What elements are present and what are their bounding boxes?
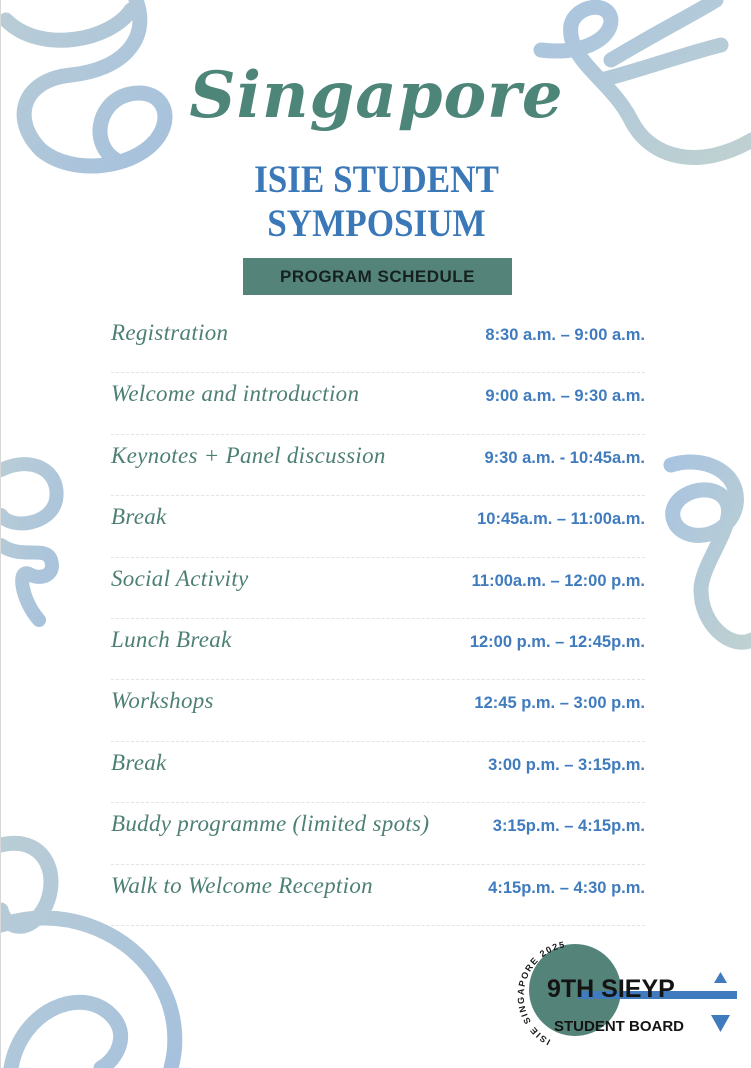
event-title-line-2: SYMPOSIUM (267, 202, 486, 245)
schedule-row (111, 373, 645, 434)
time-range: 12:45 p.m. – 3:00 p.m. (474, 694, 645, 713)
schedule-row (111, 680, 645, 741)
activity-name: Break (111, 749, 167, 775)
activity-name: Social Activity (111, 565, 249, 591)
schedule-row (111, 558, 645, 619)
student-board-logo (499, 928, 744, 1053)
activity-name: Break (111, 504, 167, 530)
section-banner: PROGRAM SCHEDULE (243, 258, 512, 295)
schedule-row (111, 496, 645, 557)
city-title: Singapore (189, 58, 564, 133)
schedule-row (111, 865, 645, 926)
logo-sub-text: STUDENT BOARD (554, 1018, 684, 1035)
activity-name: Workshops (111, 688, 214, 714)
time-range: 10:45a.m. – 11:00a.m. (477, 510, 645, 529)
time-range: 8:30 a.m. – 9:00 a.m. (485, 326, 645, 344)
swirl-mid-right (671, 462, 751, 642)
logo-down-triangle (711, 1015, 730, 1032)
time-range: 3:00 p.m. – 3:15p.m. (488, 755, 645, 774)
activity-name: Registration (111, 320, 229, 345)
time-range: 3:15p.m. – 4:15p.m. (492, 817, 645, 836)
schedule-row (111, 619, 645, 680)
schedule-row (111, 803, 645, 864)
activity-name: Keynotes + Panel discussion (111, 442, 386, 468)
time-range: 12:00 p.m. – 12:45p.m. (469, 632, 645, 651)
schedule-list (111, 312, 645, 926)
event-title-line-1: ISIE STUDENT (254, 158, 499, 201)
schedule-row (111, 312, 645, 373)
time-range: 9:30 a.m. - 10:45a.m. (484, 448, 645, 467)
event-title (39, 158, 715, 246)
logo-main-text: 9TH SIEYP (547, 975, 675, 1003)
time-range: 9:00 a.m. – 9:30 a.m. (485, 387, 645, 406)
activity-name: Welcome and introduction (111, 381, 360, 407)
activity-name: Walk to Welcome Reception (111, 872, 373, 898)
time-range: 4:15p.m. – 4:30 p.m. (488, 878, 645, 897)
swirl-mid-left (1, 464, 57, 620)
logo-ring-text: ISIE SINGAPORE 2025 (515, 939, 567, 1048)
schedule-row (111, 435, 645, 496)
activity-name: Buddy programme (limited spots) (111, 811, 430, 837)
time-range: 11:00a.m. – 12:00 p.m. (471, 571, 645, 590)
logo-up-triangle (714, 972, 727, 983)
activity-name: Lunch Break (111, 626, 232, 652)
schedule-row (111, 742, 645, 803)
